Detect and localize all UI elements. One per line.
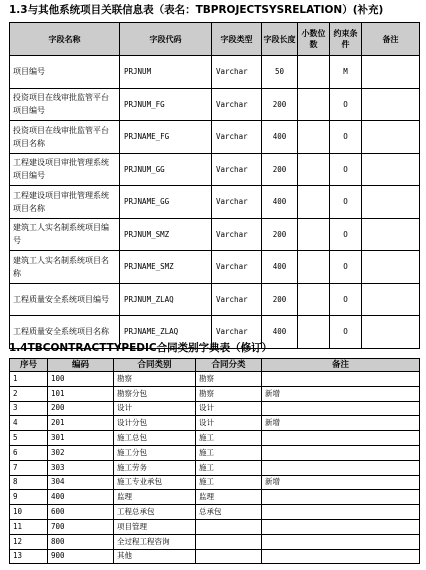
category-cell: 全过程工程咨询 — [114, 534, 196, 549]
field-code-cell: PRJNAME_ZLAQ — [120, 316, 212, 349]
constraint-cell: M — [330, 56, 362, 89]
field-name-cell: 项目编号 — [10, 56, 120, 89]
field-type-cell: Varchar — [212, 218, 262, 251]
code-cell: 201 — [48, 416, 114, 431]
remark-cell — [262, 431, 420, 446]
field-code-cell: PRJNAME_SMZ — [120, 251, 212, 284]
code-cell: 304 — [48, 475, 114, 490]
category-cell: 设计分包 — [114, 416, 196, 431]
field-code-cell: PRJNUM_ZLAQ — [120, 283, 212, 316]
constraint-cell: O — [330, 251, 362, 284]
contract-table-body — [10, 372, 420, 564]
field-length-cell: 50 — [262, 56, 298, 89]
field-length-cell: 400 — [262, 121, 298, 154]
remark-cell — [262, 505, 420, 520]
class-cell — [196, 519, 262, 534]
constraint-cell: O — [330, 283, 362, 316]
seq-cell: 5 — [10, 431, 48, 446]
field-table — [9, 22, 420, 349]
header-note: 备注 — [362, 23, 420, 56]
table-row — [10, 283, 420, 316]
field-name-cell: 工程质量安全系统项目名称 — [10, 316, 120, 349]
category-cell: 项目管理 — [114, 519, 196, 534]
contract-type-table — [9, 358, 420, 564]
decimal-cell — [298, 56, 330, 89]
constraint-cell: O — [330, 218, 362, 251]
header-seq: 序号 — [10, 359, 48, 372]
remark-cell — [262, 460, 420, 475]
category-cell: 施工总包 — [114, 431, 196, 446]
field-code-cell: PRJNAME_FG — [120, 121, 212, 154]
seq-cell: 13 — [10, 549, 48, 564]
note-cell — [362, 88, 420, 121]
header-class: 合同分类 — [196, 359, 262, 372]
table-row — [10, 88, 420, 121]
remark-cell — [262, 372, 420, 387]
remark-cell — [262, 534, 420, 549]
decimal-cell — [298, 186, 330, 219]
field-length-cell: 200 — [262, 153, 298, 186]
field-code-cell: PRJNUM_FG — [120, 88, 212, 121]
seq-cell: 7 — [10, 460, 48, 475]
field-name-cell: 投资项目在线审批监管平台项目编号 — [10, 88, 120, 121]
class-cell: 总承包 — [196, 505, 262, 520]
table-row — [10, 431, 420, 446]
remark-cell — [262, 401, 420, 416]
field-type-cell: Varchar — [212, 88, 262, 121]
code-cell: 600 — [48, 505, 114, 520]
class-cell — [196, 549, 262, 564]
seq-cell: 10 — [10, 505, 48, 520]
remark-cell: 新增 — [262, 386, 420, 401]
field-name-cell: 工程质量安全系统项目编号 — [10, 283, 120, 316]
category-cell: 其他 — [114, 549, 196, 564]
section2-title: 1.4TBCONTRACTTYPEDIC合同类别字典表（修订） — [9, 342, 273, 354]
code-cell: 301 — [48, 431, 114, 446]
table-row — [10, 121, 420, 154]
note-cell — [362, 316, 420, 349]
decimal-cell — [298, 121, 330, 154]
seq-cell: 9 — [10, 490, 48, 505]
table-row — [10, 445, 420, 460]
category-cell: 工程总承包 — [114, 505, 196, 520]
class-cell: 施工 — [196, 475, 262, 490]
field-type-cell: Varchar — [212, 121, 262, 154]
field-length-cell: 400 — [262, 186, 298, 219]
field-table-header — [10, 23, 420, 56]
note-cell — [362, 186, 420, 219]
table-row — [10, 153, 420, 186]
header-field-length: 字段长度 — [262, 23, 298, 56]
note-cell — [362, 121, 420, 154]
table-row — [10, 251, 420, 284]
field-code-cell: PRJNUM_GG — [120, 153, 212, 186]
seq-cell: 1 — [10, 372, 48, 387]
table-row — [10, 519, 420, 534]
field-name-cell: 建筑工人实名制系统项目编号 — [10, 218, 120, 251]
class-cell: 勘察 — [196, 386, 262, 401]
field-type-cell: Varchar — [212, 316, 262, 349]
header-field-name: 字段名称 — [10, 23, 120, 56]
remark-cell: 新增 — [262, 416, 420, 431]
field-table-body — [10, 56, 420, 349]
code-cell: 200 — [48, 401, 114, 416]
field-name-cell: 建筑工人实名制系统项目名称 — [10, 251, 120, 284]
field-length-cell: 400 — [262, 251, 298, 284]
category-cell: 施工专业承包 — [114, 475, 196, 490]
field-length-cell: 200 — [262, 283, 298, 316]
category-cell: 勘察 — [114, 372, 196, 387]
field-length-cell: 400 — [262, 316, 298, 349]
decimal-cell — [298, 153, 330, 186]
table-row — [10, 460, 420, 475]
remark-cell: 新增 — [262, 475, 420, 490]
category-cell: 施工分包 — [114, 445, 196, 460]
table-row — [10, 218, 420, 251]
header-code: 编码 — [48, 359, 114, 372]
class-cell: 施工 — [196, 431, 262, 446]
table-row — [10, 534, 420, 549]
table-row — [10, 549, 420, 564]
code-cell: 700 — [48, 519, 114, 534]
decimal-cell — [298, 316, 330, 349]
table-row — [10, 56, 420, 89]
table-row — [10, 386, 420, 401]
class-cell: 施工 — [196, 445, 262, 460]
seq-cell: 11 — [10, 519, 48, 534]
table-row — [10, 186, 420, 219]
table-row — [10, 505, 420, 520]
category-cell: 设计 — [114, 401, 196, 416]
field-type-cell: Varchar — [212, 56, 262, 89]
header-category: 合同类别 — [114, 359, 196, 372]
table-row — [10, 475, 420, 490]
constraint-cell: O — [330, 316, 362, 349]
field-code-cell: PRJNUM_SMZ — [120, 218, 212, 251]
constraint-cell: O — [330, 88, 362, 121]
field-name-cell: 工程建设项目审批管理系统项目名称 — [10, 186, 120, 219]
constraint-cell: O — [330, 121, 362, 154]
code-cell: 400 — [48, 490, 114, 505]
table-row — [10, 372, 420, 387]
remark-cell — [262, 549, 420, 564]
table-row — [10, 416, 420, 431]
field-type-cell: Varchar — [212, 186, 262, 219]
header-field-type: 字段类型 — [212, 23, 262, 56]
class-cell: 设计 — [196, 401, 262, 416]
code-cell: 800 — [48, 534, 114, 549]
field-length-cell: 200 — [262, 218, 298, 251]
constraint-cell: O — [330, 153, 362, 186]
seq-cell: 12 — [10, 534, 48, 549]
table-row — [10, 490, 420, 505]
category-cell: 施工劳务 — [114, 460, 196, 475]
seq-cell: 2 — [10, 386, 48, 401]
code-cell: 303 — [48, 460, 114, 475]
class-cell: 勘察 — [196, 372, 262, 387]
field-code-cell: PRJNUM — [120, 56, 212, 89]
note-cell — [362, 251, 420, 284]
note-cell — [362, 153, 420, 186]
note-cell — [362, 283, 420, 316]
remark-cell — [262, 445, 420, 460]
decimal-cell — [298, 218, 330, 251]
header-decimal: 小数位数 — [298, 23, 330, 56]
category-cell: 监理 — [114, 490, 196, 505]
table-row — [10, 401, 420, 416]
header-remark: 备注 — [262, 359, 420, 372]
class-cell: 设计 — [196, 416, 262, 431]
class-cell: 施工 — [196, 460, 262, 475]
contract-table-header — [10, 359, 420, 372]
decimal-cell — [298, 251, 330, 284]
code-cell: 900 — [48, 549, 114, 564]
code-cell: 302 — [48, 445, 114, 460]
decimal-cell — [298, 88, 330, 121]
field-code-cell: PRJNAME_GG — [120, 186, 212, 219]
field-length-cell: 200 — [262, 88, 298, 121]
seq-cell: 6 — [10, 445, 48, 460]
seq-cell: 3 — [10, 401, 48, 416]
field-type-cell: Varchar — [212, 283, 262, 316]
field-name-cell: 投资项目在线审批监管平台项目名称 — [10, 121, 120, 154]
constraint-cell: O — [330, 186, 362, 219]
field-type-cell: Varchar — [212, 153, 262, 186]
field-type-cell: Varchar — [212, 251, 262, 284]
note-cell — [362, 56, 420, 89]
decimal-cell — [298, 283, 330, 316]
header-constraint: 约束条件 — [330, 23, 362, 56]
note-cell — [362, 218, 420, 251]
code-cell: 101 — [48, 386, 114, 401]
header-field-code: 字段代码 — [120, 23, 212, 56]
class-cell: 监理 — [196, 490, 262, 505]
code-cell: 100 — [48, 372, 114, 387]
seq-cell: 4 — [10, 416, 48, 431]
remark-cell — [262, 490, 420, 505]
section1-title: 1.3与其他系统项目关联信息表（表名：TBPROJECTSYSRELATION）(补充) — [9, 4, 384, 16]
category-cell: 勘察分包 — [114, 386, 196, 401]
remark-cell — [262, 519, 420, 534]
class-cell — [196, 534, 262, 549]
field-name-cell: 工程建设项目审批管理系统项目编号 — [10, 153, 120, 186]
seq-cell: 8 — [10, 475, 48, 490]
